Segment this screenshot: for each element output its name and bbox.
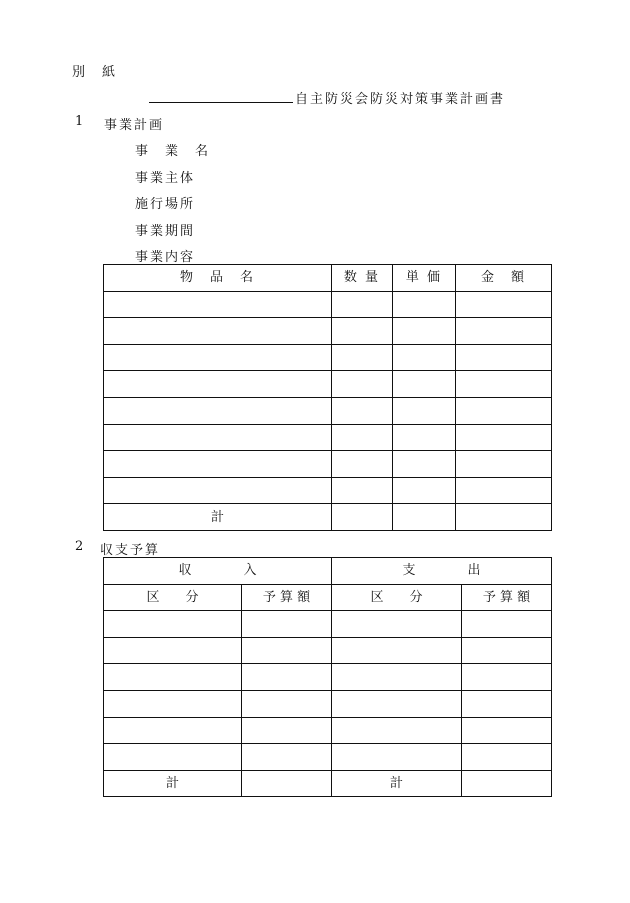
budget-total-row <box>104 770 552 797</box>
field-project-content: 事業内容 <box>135 250 196 265</box>
quantity-cell[interactable] <box>332 397 393 424</box>
table-row <box>104 451 552 478</box>
expense-budget-header: 予 算 額 <box>462 584 552 611</box>
expense-category-cell[interactable] <box>332 744 462 771</box>
income-category-cell[interactable] <box>104 717 242 744</box>
item-name-cell[interactable] <box>104 344 332 371</box>
expense-budget-cell[interactable] <box>462 717 552 744</box>
expense-budget-cell[interactable] <box>462 611 552 638</box>
items-table-header-row <box>104 265 552 292</box>
unit-price-cell[interactable] <box>393 477 456 504</box>
unit-price-cell[interactable] <box>393 344 456 371</box>
expense-category-cell[interactable] <box>332 690 462 717</box>
col-amount: 金 額 <box>456 265 552 292</box>
table-row <box>104 397 552 424</box>
income-budget-cell[interactable] <box>242 744 332 771</box>
income-budget-header: 予 算 額 <box>242 584 332 611</box>
table-row <box>104 744 552 771</box>
items-total-label: 計 <box>104 504 332 531</box>
table-row <box>104 371 552 398</box>
income-budget-cell[interactable] <box>242 690 332 717</box>
items-total-row <box>104 504 552 531</box>
amount-cell[interactable] <box>456 424 552 451</box>
col-quantity: 数 量 <box>332 265 393 292</box>
expense-category-cell[interactable] <box>332 611 462 638</box>
income-total-label: 計 <box>104 770 242 797</box>
table-row <box>104 477 552 504</box>
total-quantity-cell[interactable] <box>332 504 393 531</box>
amount-cell[interactable] <box>456 291 552 318</box>
table-row <box>104 690 552 717</box>
table-row <box>104 344 552 371</box>
income-budget-cell[interactable] <box>242 637 332 664</box>
expense-header: 支 出 <box>332 558 552 585</box>
expense-category-header: 区 分 <box>332 584 462 611</box>
total-amount-cell[interactable] <box>456 504 552 531</box>
amount-cell[interactable] <box>456 397 552 424</box>
quantity-cell[interactable] <box>332 291 393 318</box>
income-total-cell[interactable] <box>242 770 332 797</box>
expense-budget-cell[interactable] <box>462 744 552 771</box>
item-name-cell[interactable] <box>104 371 332 398</box>
quantity-cell[interactable] <box>332 477 393 504</box>
table-row <box>104 318 552 345</box>
amount-cell[interactable] <box>456 344 552 371</box>
item-name-cell[interactable] <box>104 397 332 424</box>
field-project-entity: 事業主体 <box>135 171 196 186</box>
project-name-blank-line <box>149 102 293 103</box>
unit-price-cell[interactable] <box>393 397 456 424</box>
income-category-cell[interactable] <box>104 744 242 771</box>
attachment-label: 別 紙 <box>72 65 118 80</box>
income-header: 収 入 <box>104 558 332 585</box>
budget-table <box>103 557 552 797</box>
amount-cell[interactable] <box>456 371 552 398</box>
unit-price-cell[interactable] <box>393 424 456 451</box>
quantity-cell[interactable] <box>332 451 393 478</box>
items-table <box>103 264 552 531</box>
field-project-name: 事 業 名 <box>135 144 211 159</box>
section1-number: 1 <box>75 114 84 129</box>
expense-category-cell[interactable] <box>332 664 462 691</box>
quantity-cell[interactable] <box>332 318 393 345</box>
unit-price-cell[interactable] <box>393 451 456 478</box>
expense-budget-cell[interactable] <box>462 637 552 664</box>
income-category-cell[interactable] <box>104 690 242 717</box>
item-name-cell[interactable] <box>104 477 332 504</box>
table-row <box>104 717 552 744</box>
item-name-cell[interactable] <box>104 318 332 345</box>
income-category-cell[interactable] <box>104 611 242 638</box>
amount-cell[interactable] <box>456 318 552 345</box>
income-category-cell[interactable] <box>104 664 242 691</box>
section2-number: 2 <box>75 539 84 554</box>
table-row <box>104 664 552 691</box>
budget-sub-header-row <box>104 584 552 611</box>
expense-category-cell[interactable] <box>332 717 462 744</box>
quantity-cell[interactable] <box>332 424 393 451</box>
unit-price-cell[interactable] <box>393 318 456 345</box>
expense-total-label: 計 <box>332 770 462 797</box>
field-project-period: 事業期間 <box>135 224 196 239</box>
income-budget-cell[interactable] <box>242 611 332 638</box>
expense-total-cell[interactable] <box>462 770 552 797</box>
item-name-cell[interactable] <box>104 291 332 318</box>
income-category-cell[interactable] <box>104 637 242 664</box>
quantity-cell[interactable] <box>332 371 393 398</box>
quantity-cell[interactable] <box>332 344 393 371</box>
income-budget-cell[interactable] <box>242 717 332 744</box>
table-row <box>104 611 552 638</box>
expense-budget-cell[interactable] <box>462 664 552 691</box>
total-unit-price-cell[interactable] <box>393 504 456 531</box>
item-name-cell[interactable] <box>104 424 332 451</box>
amount-cell[interactable] <box>456 477 552 504</box>
unit-price-cell[interactable] <box>393 371 456 398</box>
col-unit-price: 単 価 <box>393 265 456 292</box>
amount-cell[interactable] <box>456 451 552 478</box>
expense-category-cell[interactable] <box>332 637 462 664</box>
document-title: 自主防災会防災対策事業計画書 <box>295 92 506 107</box>
unit-price-cell[interactable] <box>393 291 456 318</box>
income-budget-cell[interactable] <box>242 664 332 691</box>
section2-heading: 収支予算 <box>100 543 161 558</box>
field-site-location: 施行場所 <box>135 197 196 212</box>
item-name-cell[interactable] <box>104 451 332 478</box>
table-row <box>104 424 552 451</box>
budget-group-header-row <box>104 558 552 585</box>
table-row <box>104 637 552 664</box>
expense-budget-cell[interactable] <box>462 690 552 717</box>
income-category-header: 区 分 <box>104 584 242 611</box>
col-item-name: 物 品 名 <box>104 265 332 292</box>
section1-heading: 事業計画 <box>104 118 165 133</box>
table-row <box>104 291 552 318</box>
